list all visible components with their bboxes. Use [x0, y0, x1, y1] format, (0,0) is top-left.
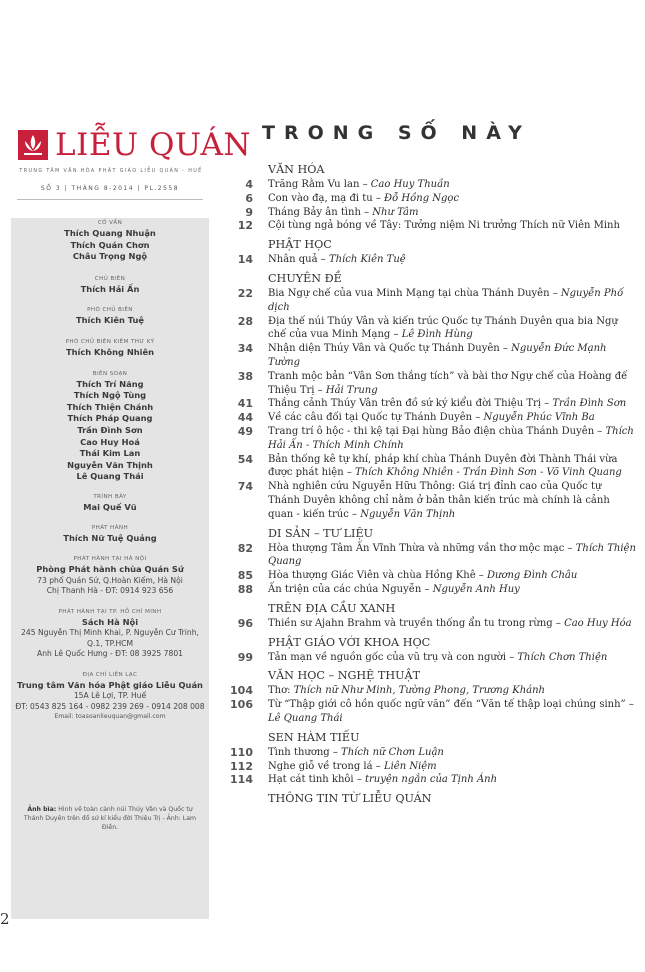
toc-entry-title: Cội tùng ngả bóng về Tây: Tưởng niệm Ni trưởng Thích nữ Viên Minh [268, 220, 620, 232]
distribution-name: Phòng Phát hành chùa Quán Sứ [36, 564, 184, 575]
toc-section-heading: SEN HÀM TIẾU [268, 730, 360, 744]
toc-entry [226, 569, 636, 583]
toc-page-number: 114 [230, 773, 253, 787]
toc-entry [226, 453, 636, 481]
toc-entry [226, 397, 636, 411]
toc-entry [226, 684, 636, 698]
distribution-role: ĐỊA CHỈ LIÊN LẠC [82, 671, 138, 678]
toc-entry [226, 425, 636, 453]
toc-section-heading: CHUYÊN ĐỀ [268, 271, 342, 285]
toc-entry-author: Hải Trung [325, 384, 378, 396]
distribution-line: Anh Lê Quốc Hưng - ĐT: 08 3925 7801 [37, 649, 183, 659]
toc-entry [226, 342, 636, 370]
credit-name: Thích Pháp Quang [67, 413, 153, 424]
distribution-line: 15A Lê Lợi, TP. Huế [73, 691, 147, 701]
toc-entry [226, 651, 636, 665]
divider [17, 199, 203, 200]
distribution-line: ĐT: 0543 825 164 - 0982 239 269 - 0914 208 008 [15, 701, 205, 711]
toc-page-number: 49 [237, 424, 253, 438]
toc-entry-author: Cao Huy Hóa [564, 617, 632, 629]
toc-section-heading: DI SẢN – TƯ LIỆU [268, 526, 374, 540]
credit-name: Trần Đình Sơn [77, 424, 143, 435]
credit-name: Thích Quang Nhuận [64, 228, 156, 238]
toc-section-heading: THÔNG TIN TỪ LIỄU QUÁN [268, 792, 432, 806]
toc-entry-title: Về các câu đối tại Quốc tự Thánh Duyên – [268, 412, 484, 424]
toc-page-number: 12 [237, 219, 253, 233]
distribution-contact [11, 671, 209, 722]
lotus-emblem-icon [17, 129, 49, 161]
credit-group [11, 370, 209, 483]
toc-page-number: 44 [237, 411, 253, 425]
toc-entry-title: Trang trí ô hộc - thi kệ tại Đại hùng Bảo điện chùa Thánh Duyên – [268, 425, 606, 437]
toc-entry [226, 192, 636, 206]
toc-entry-author: Nguyễn Phúc Vĩnh Ba [483, 412, 595, 424]
toc-page-number: 88 [237, 582, 253, 596]
toc-entry-author: Thích Không Nhiên - Trần Đình Sơn - Võ Vinh Quang [355, 467, 622, 479]
toc-section-heading: VĂN HÓA [268, 163, 325, 176]
toc-entry-title: Ấn triện của các chúa Nguyễn – [268, 583, 433, 595]
credit-name: Thích Thiện Chánh [66, 401, 154, 412]
toc-page-number: 85 [237, 569, 253, 583]
credit-group [11, 275, 209, 296]
toc-entry-title: Hòa thượng Tâm Ấn Vĩnh Thừa và những vần thơ mộc mạc – [268, 542, 576, 554]
toc-entry-author: Thích Thiện Quang [268, 542, 636, 568]
toc-entry-author: Nguyễn Văn Thịnh [360, 508, 456, 520]
toc-entry-author: Thích Hải Ấn - Thích Minh Chính [268, 425, 634, 451]
credit-name: Cao Huy Hoá [80, 436, 140, 447]
distribution-line: 73 phố Quán Sứ, Q.Hoàn Kiếm, Hà Nội [37, 575, 183, 585]
toc-page-number: 112 [230, 759, 253, 773]
toc-entry-title: Từ “Thập giới cô hồn quốc ngữ văn” đến “Văn tế thập loại chúng sinh” – [268, 699, 634, 711]
toc-entry-author: Trần Đình Sơn [552, 398, 627, 410]
toc-page-number: 38 [237, 369, 253, 383]
toc-entry-title: Thắng cảnh Thúy Vân trên đồ sứ ký kiểu đời Thiệu Trị – [268, 398, 553, 410]
toc-entry [226, 411, 636, 425]
credit-name: Thái Kim Lan [79, 448, 141, 459]
credits-list [11, 219, 209, 721]
toc-entry-author: Nguyễn Phố dịch [268, 287, 624, 313]
distribution-hanoi [11, 555, 209, 597]
credit-name: Thích Nữ Tuệ Quảng [63, 532, 157, 543]
toc-entry-title: Tản mạn về nguồn gốc của vũ trụ và con người – [268, 651, 518, 663]
toc-page-number: 34 [237, 342, 253, 356]
toc-entry-title: Bia Ngự chế của vua Minh Mạng tại chùa Thánh Duyên – [268, 287, 561, 299]
distribution-line: 245 Nguyễn Thị Minh Khai, P. Nguyễn Cư Trinh, [21, 628, 199, 638]
distribution-line: Email: toasoanlieuquan@gmail.com [54, 713, 166, 721]
toc-entry [226, 542, 636, 570]
toc-entry [226, 480, 636, 521]
toc-entry-title: Trăng Rằm Vu lan – [268, 179, 371, 190]
logo-wordmark: LIỄU QUÁN [55, 127, 252, 163]
credit-name: Lê Quang Thái [76, 471, 144, 482]
toc-entry-author: Thích Kiên Tuệ [328, 254, 406, 266]
toc-section-heading: TRÊN ĐỊA CẦU XANH [268, 601, 396, 615]
credit-role: PHÓ CHỦ BIÊN [87, 307, 133, 314]
toc-page-number: 9 [245, 205, 253, 219]
distribution-role: PHÁT HÀNH TẠI HÀ NỘI [73, 556, 147, 563]
toc-page-number: 110 [230, 745, 253, 759]
cover-caption-text: Hình vẽ toàn cảnh núi Thúy Vân và Quốc tự Thánh Duyên trên đồ sứ kí kiểu đời Thiệu Trị - Ảnh: Lam Điền. [23, 806, 197, 831]
toc-entry-author: Dương Đình Châu [487, 570, 578, 582]
toc-entry-title: Nghe giỗ về trong lá – [268, 760, 384, 772]
toc-entry-author: Lê Quang Thái [268, 712, 343, 724]
distribution-hcm [11, 608, 209, 660]
distribution-name: Trung tâm Văn hóa Phật giáo Liễu Quán [17, 679, 203, 690]
toc-entry [226, 617, 636, 631]
credit-role: CỐ VẤN [97, 220, 123, 226]
toc-entry-title: Thơ: [268, 685, 294, 697]
cover-caption [17, 805, 203, 832]
toc-entry [226, 178, 636, 192]
toc-entry-title: Nhận diện Thúy Vân và Quốc tự Thánh Duyên – [268, 343, 512, 355]
toc-entry-author: Thích Chơn Thiện [517, 651, 608, 663]
toc-entry [226, 760, 636, 774]
toc-entry-author: Cao Huy Thuần [370, 179, 450, 190]
toc-section-heading: PHẬT GIÁO VỚI KHOA HỌC [268, 635, 431, 649]
toc-entry [226, 698, 636, 726]
toc-entry-title: Hòa thượng Giác Viên và chùa Hồng Khê – [268, 570, 487, 582]
toc-page-number: 28 [237, 314, 253, 328]
toc-entry-title: Nhân quả – [268, 254, 329, 266]
toc-entry-title: Nhà nghiên cứu Nguyễn Hữu Thông: Giá trị đỉnh cao của Quốc tự Thánh Duyên không chỉ nằm ở bản thân kiến trúc mà chính là cảnh quan - kiến trúc – [268, 481, 610, 520]
toc-section-heading: VĂN HỌC – NGHỆ THUẬT [268, 669, 421, 683]
toc-entry [226, 583, 636, 597]
credit-group [11, 493, 209, 514]
credit-name: Mai Quế Vũ [83, 501, 137, 512]
toc-page-number: 82 [237, 541, 253, 555]
toc-entry [226, 253, 636, 267]
toc-entry-author: Nguyễn Anh Huy [432, 583, 520, 595]
masthead-logo [11, 123, 252, 218]
toc-entry-title: Địa thế núi Thúy Vân và kiến trúc Quốc tự Thánh Duyên qua bia Ngự chế của vua Minh Mạng – [268, 315, 618, 341]
toc-entry-title: Hạt cát tinh khôi – [268, 774, 365, 786]
toc-entry-title: Tranh mộc bản “Vân Sơn thắng tích” và bài thơ Ngự chế của Hoàng đế Thiệu Trị – [268, 370, 628, 396]
toc-entry-author: truyện ngắn của Tịnh Ánh [365, 774, 498, 786]
toc-entry [226, 206, 636, 220]
toc-page-number: 14 [237, 253, 253, 267]
toc-entry [226, 370, 636, 398]
toc-entry-title: Thiền sư Ajahn Brahm và truyền thống ẩn tu trong rừng – [268, 617, 565, 629]
credit-role: CHỦ BIÊN [94, 275, 126, 282]
toc-entry-author: Thích nữ Chơn Luận [341, 746, 444, 758]
credit-name: Nguyễn Văn Thịnh [67, 459, 153, 470]
toc-entry-author: Nguyễn Đức Mạnh Tường [268, 343, 607, 368]
logo-subtitle: TRUNG TÂM VĂN HÓA PHẬT GIÁO LIỄU QUÁN - HUẾ [19, 169, 203, 174]
distribution-role: PHÁT HÀNH TẠI TP. HỒ CHÍ MINH [58, 608, 162, 615]
issue-info: SỐ 3 | THÁNG 8-2014 | PL.2558 [40, 185, 180, 192]
credit-name: Thích Hải Ấn [80, 283, 140, 294]
toc-entry-author: Thích nữ Như Minh, Tường Phong, Trương Khánh [293, 685, 545, 697]
toc-entry [226, 287, 636, 315]
toc-page-number: 99 [237, 650, 253, 664]
page-number: 2 [0, 910, 10, 928]
credit-name: Châu Trọng Ngộ [72, 251, 148, 262]
table-of-contents [226, 163, 636, 807]
toc-entry-title: Bản thống kê tự khí, pháp khí chùa Thánh Duyên đời Thành Thái vừa được phát hiện – [268, 453, 618, 479]
credit-role: PHÁT HÀNH [91, 524, 129, 531]
toc-entry [226, 315, 636, 343]
credit-role: PHÓ CHỦ BIÊN KIÊM THƯ KÝ [65, 338, 155, 345]
page-title: TRONG SỐ NÀY [262, 122, 531, 144]
toc-page-number: 6 [245, 191, 253, 205]
toc-entry [226, 219, 636, 233]
toc-page-number: 54 [237, 452, 253, 466]
distribution-line: Q.1, TP.HCM [86, 638, 134, 648]
toc-page-number: 96 [237, 616, 253, 630]
credit-group [11, 338, 209, 359]
toc-page-number: 106 [230, 698, 253, 712]
credit-name: Thích Quán Chơn [70, 239, 150, 250]
toc-page-number: 74 [237, 480, 253, 494]
toc-entry-author: Như Tâm [372, 206, 419, 218]
toc-entry-author: Đỗ Hồng Ngọc [384, 192, 460, 204]
toc-entry-title: Con vào đạ, mạ đi tu – [268, 192, 385, 204]
toc-entry-title: Tháng Bảy ân tình – [268, 206, 373, 218]
credit-name: Thích Không Nhiên [65, 346, 155, 357]
toc-entry-author: Lê Đình Hùng [401, 329, 473, 341]
toc-entry-author: Liên Niệm [383, 760, 437, 772]
toc-entry [226, 746, 636, 760]
toc-page-number: 41 [237, 397, 253, 411]
toc-page-number: 22 [237, 286, 253, 300]
toc-section-heading: PHẬT HỌC [268, 238, 332, 252]
credit-role: BIÊN SOẠN [92, 370, 128, 377]
credit-name: Thích Trí Năng [76, 378, 144, 389]
toc-page-number: 104 [230, 684, 253, 698]
credit-group [11, 306, 209, 327]
cover-caption-label: Ảnh bìa: [27, 806, 57, 813]
distribution-line: Chị Thanh Hà - ĐT: 0914 923 656 [46, 586, 174, 596]
toc-page-number: 4 [245, 178, 253, 191]
toc-entry [226, 773, 636, 787]
distribution-name: Sách Hà Nội [81, 616, 139, 627]
toc-entry-title: Tình thương – [268, 746, 342, 758]
credit-role: TRÌNH BÀY [93, 493, 127, 500]
credit-group [11, 524, 209, 545]
credit-name: Thích Kiên Tuệ [75, 315, 145, 326]
credit-name: Thích Ngộ Tùng [73, 390, 147, 401]
credit-group [11, 219, 209, 263]
